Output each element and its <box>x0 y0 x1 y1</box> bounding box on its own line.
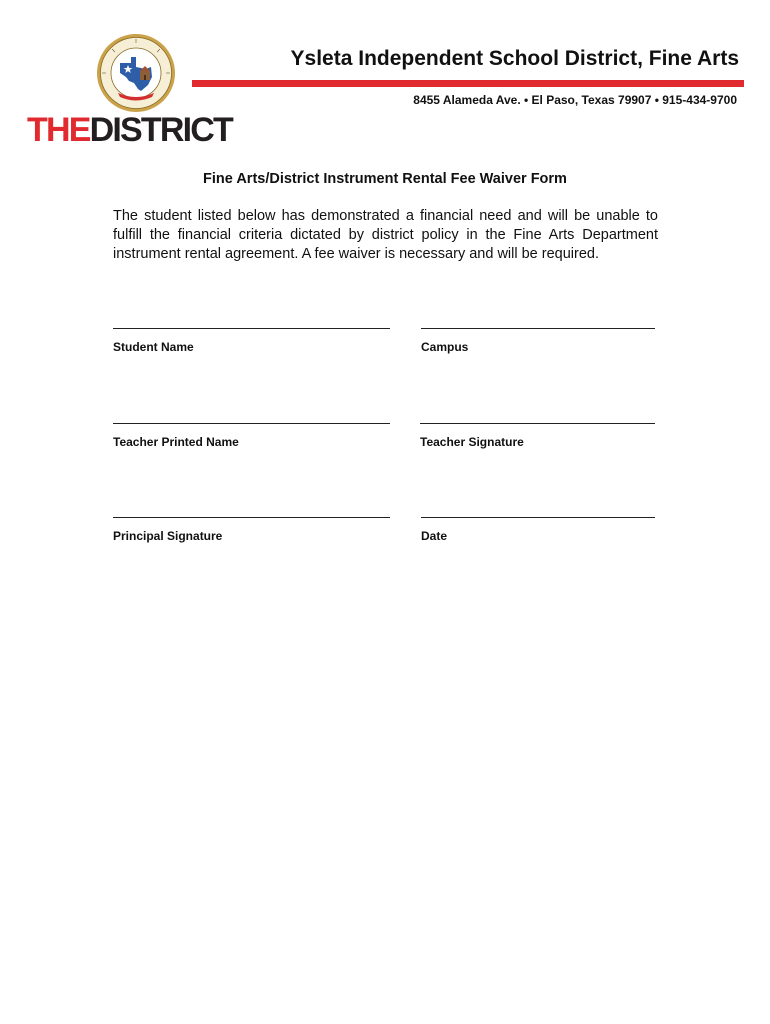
the-district-logo <box>27 110 232 150</box>
teacher-signature-label: Teacher Signature <box>420 435 524 449</box>
campus-line[interactable] <box>421 328 655 329</box>
header-divider-bar <box>192 80 744 87</box>
waiver-statement: The student listed below has demonstrated a financial need and will be unable to fulfill the financial criteria dictated by district policy in the Fine Arts Department instrument rental agreement. A fee waiver is necessary and will be required. <box>113 208 658 262</box>
student-name-line[interactable] <box>113 328 390 329</box>
district-title: Ysleta Independent School District, Fine Arts <box>290 47 739 70</box>
district-seal-logo <box>96 33 176 113</box>
student-name-field[interactable] <box>113 328 390 354</box>
principal-signature-label: Principal Signature <box>113 529 223 543</box>
teacher-printed-name-line[interactable] <box>113 423 390 424</box>
date-line[interactable] <box>421 517 655 518</box>
date-field[interactable] <box>421 517 655 543</box>
teacher-signature-line[interactable] <box>420 423 655 424</box>
principal-signature-line[interactable] <box>113 517 390 518</box>
logo-word-the: THE <box>27 111 90 149</box>
teacher-printed-name-field[interactable] <box>113 423 390 449</box>
logo-word-district: DISTRICT <box>89 111 232 149</box>
campus-field[interactable] <box>421 328 655 354</box>
principal-signature-field[interactable] <box>113 517 390 543</box>
teacher-printed-name-label: Teacher Printed Name <box>113 435 239 449</box>
teacher-signature-field[interactable] <box>420 423 655 449</box>
form-title: Fine Arts/District Instrument Rental Fee Waiver Form <box>203 171 567 187</box>
date-label: Date <box>421 529 448 543</box>
student-name-label: Student Name <box>113 340 194 354</box>
district-address: 8455 Alameda Ave. • El Paso, Texas 79907 • 915-434-9700 <box>413 93 737 107</box>
campus-label: Campus <box>421 340 469 354</box>
